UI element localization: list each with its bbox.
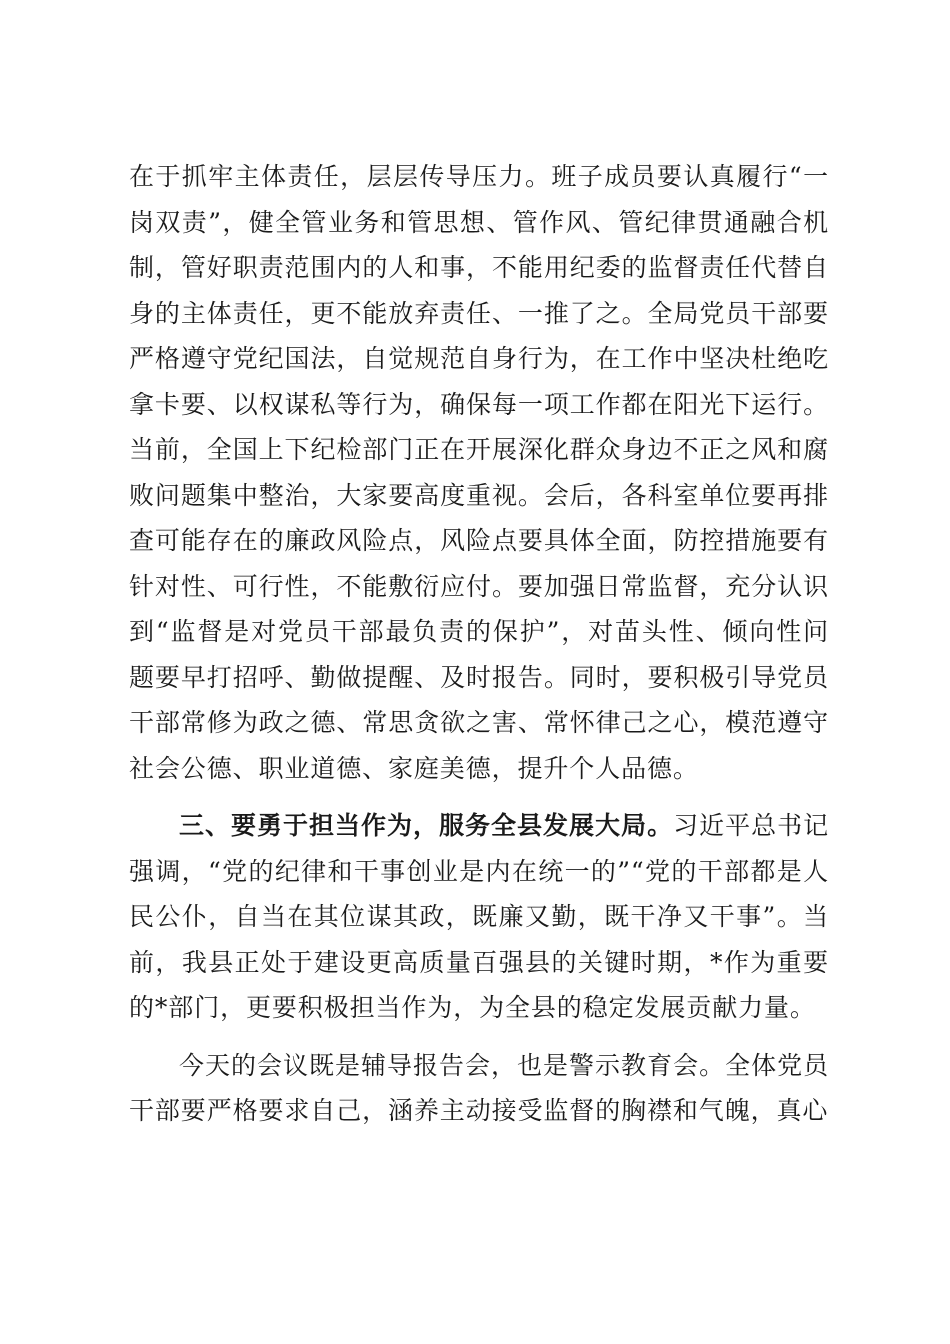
- paragraph-section-three: [129, 803, 829, 1031]
- paragraph-closing: [129, 1043, 829, 1134]
- document-body: [129, 154, 829, 1146]
- section-heading: 三、要勇于担当作为，服务全县发展大局。: [179, 811, 674, 840]
- paragraph-text: 在于抓牢主体责任，层层传导压力。班子成员要认真履行“一岗双责”，健全管业务和管思想、管作风、管纪律贯通融合机制，管好职责范围内的人和事，不能用纪委的监督责任代替自身的主体责任，更不能放弃责任、一推了之。全局党员干部要严格遵守党纪国法，自觉规范自身行为，在工作中坚决杜绝吃拿卡要、以权谋私等行为，确保每一项工作都在阳光下运行。当前，全国上下纪检部门正在开展深化群众身边不正之风和腐败问题集中整治，大家要高度重视。会后，各科室单位要再排查可能存在的廉政风险点，风险点要具体全面，防控措施要有针对性、可行性，不能敷衍应付。要加强日常监督，充分认识到“监督是对党员干部最负责的保护”，对苗头性、倾向性问题要早打招呼、勤做提醒、及时报告。同时，要积极引导党员干部常修为政之德、常思贪欲之害、常怀律己之心，模范遵守社会公德、职业道德、家庭美德，提升个人品德。: [129, 162, 829, 783]
- paragraph-text: 习近平总书记强调，“党的纪律和干事创业是内在统一的”“党的干部都是人民公仆，自当在其位谋其政，既廉又勤，既干净又干事”。当前，我县正处于建设更高质量百强县的关键时期，*作为重要的*部门，更要积极担当作为，为全县的稳定发展贡献力量。: [129, 811, 829, 1022]
- paragraph-continued: [129, 154, 829, 791]
- paragraph-text: 今天的会议既是辅导报告会，也是警示教育会。全体党员干部要严格要求自己，涵养主动接受监督的胸襟和气魄，真心: [129, 1050, 829, 1125]
